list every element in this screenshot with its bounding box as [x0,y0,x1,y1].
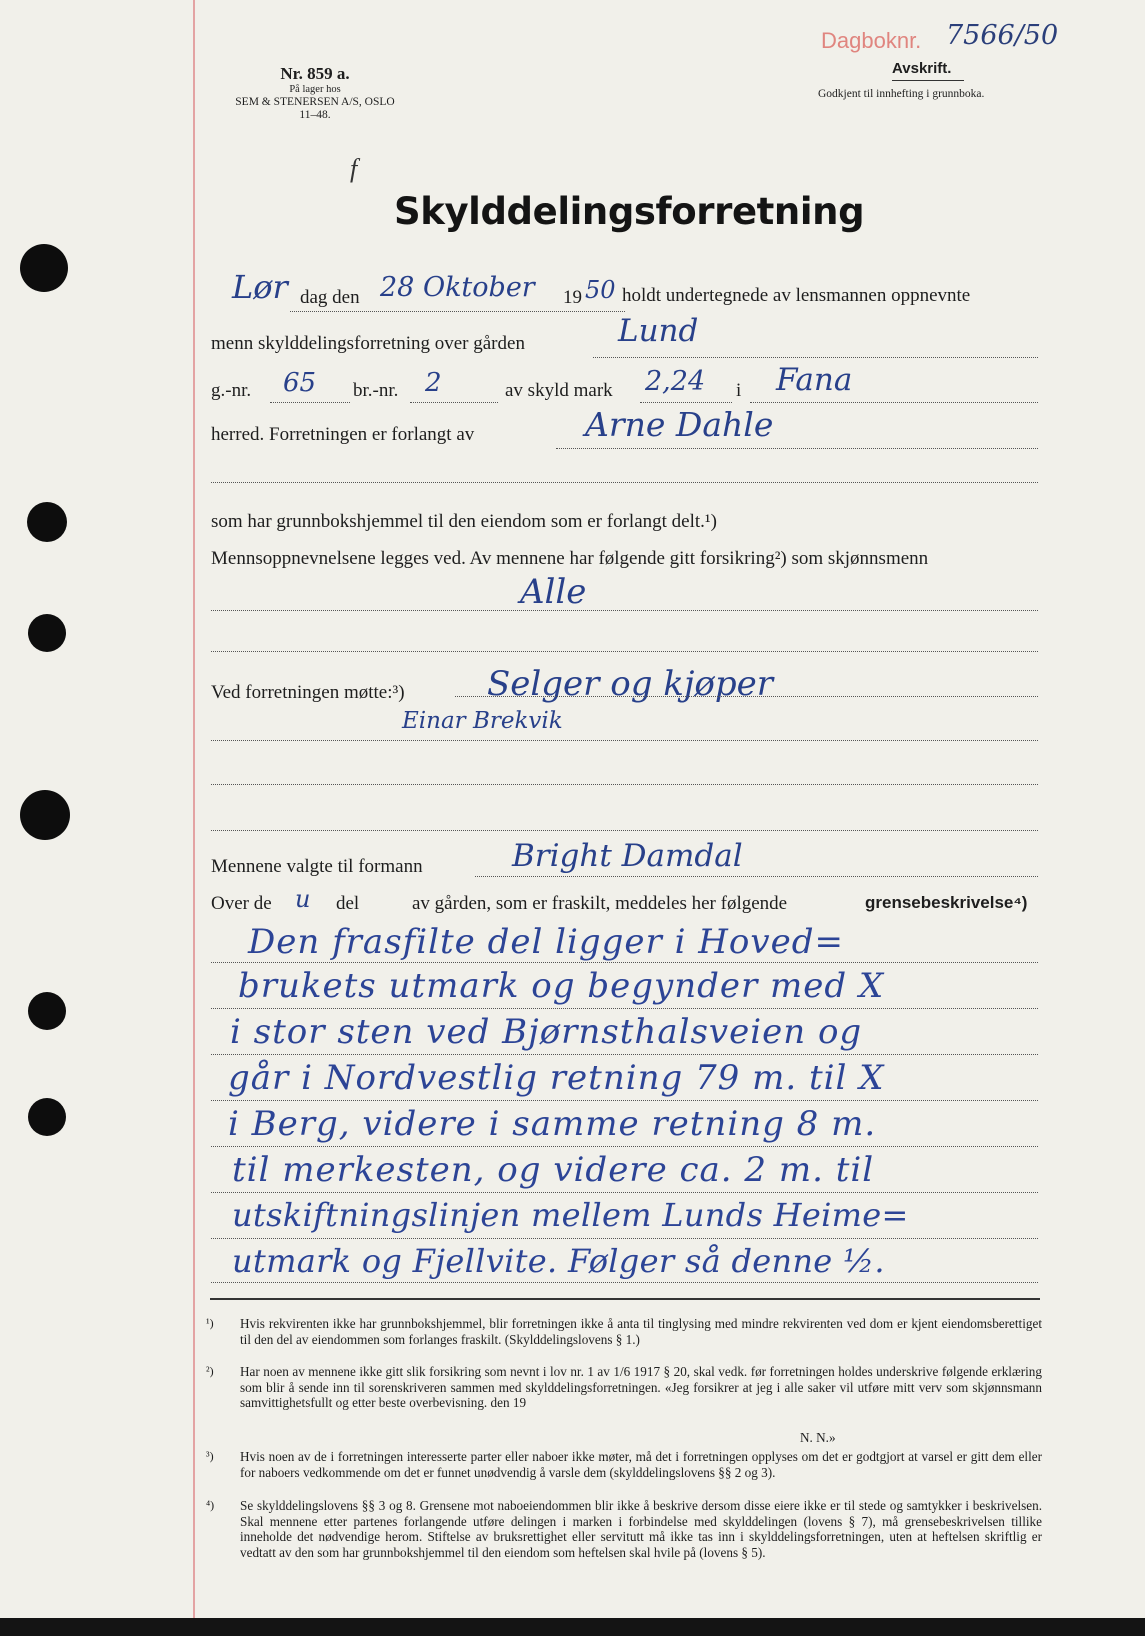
description-line: Den frasfilte del ligger i Hoved= [248,922,844,962]
description-line: i stor sten ved Bjørnsthalsveien og [230,1012,863,1052]
menns-text: Mennsoppnevnelsene legges ved. Av mennene har følgende gitt forsikring²) som skjønnsmenn [211,548,929,569]
mote-label: Ved forretningen møtte:³) [211,682,405,703]
skjonnsmenn-dotted-line [211,610,1038,611]
description-line: i Berg, videre i samme retning 8 m. [228,1104,877,1144]
skyld-dotted-line [640,402,732,403]
farm-field: Lund [618,313,699,349]
gnr-label: g.-nr. [211,380,252,401]
grunnbok-text: som har grunnbokshjemmel til den eiendom som er forlangt delt.¹) [211,511,717,532]
grense-label: grensebeskrivelse⁴) [865,893,1028,912]
skjonnsmenn-field: Alle [520,572,587,612]
punch-hole [28,992,66,1030]
date-field: 28 Oktober [380,272,535,303]
description-line: går i Nordvestlig retning 79 m. til X [228,1058,885,1098]
punch-hole [28,1098,66,1136]
i-label: i [736,380,742,401]
year-field: 50 [585,276,616,304]
page-title: Skylddelingsforretning [394,190,865,233]
blank-dotted-line [211,482,1038,483]
farm-dotted-line [593,357,1038,358]
attended-second-field: Einar Brekvik [402,708,563,734]
description-dotted-line [211,1192,1038,1193]
footnote-rule [210,1298,1040,1300]
footnote-mark: ²) [206,1364,214,1378]
description-line: til merkesten, og videre ca. 2 m. til [232,1150,875,1190]
formann-dotted-line [475,876,1038,877]
scan-edge [0,1618,1145,1636]
description-dotted-line [211,1054,1038,1055]
footnote-mark: ⁴) [206,1498,215,1512]
punch-hole [27,502,67,542]
holdt-text: holdt undertegnede av lensmannen oppnevnte [622,285,971,306]
attended-dotted-line [455,696,1038,697]
footnote-text: Hvis noen av de i forretningen interesserte parter eller naboer ikke møter, må det i forretningen opplyses om det er godtgjort at varsel er gitt dem eller for naboers vedkommende om det er funnet unødvendig å varsle dem (skylddelingslovens §§ 2 og 3). [240,1449,1042,1480]
footnote-2 [206,1364,1042,1411]
bnr-dotted-line [410,402,498,403]
publisher-address: SEM & STENERSEN A/S, OSLO [235,95,395,108]
description-dotted-line [211,1282,1038,1283]
year-prefix: 19 [563,287,582,308]
tick-mark: f [350,154,358,183]
weekday-field: Lør [232,268,288,306]
description-dotted-line [211,1238,1038,1239]
blank-dotted-line [211,830,1038,831]
description-dotted-line [211,1100,1038,1101]
bnr-field: 2 [425,368,442,398]
gard-text: av gården, som er fraskilt, meddeles her følgende [412,893,788,914]
del-fraction-field: u [295,885,311,913]
avskrift-underline [892,80,964,81]
gnr-dotted-line [270,402,350,403]
footnote-text: Hvis rekvirenten ikke har grunnbokshjemmel, blir forretningen ikke å anta til tinglysing med mindre rekvirenten ved dom er kjent eiendomsberettiget til den del av eiendommen som forlanges fraskilt. (Skylddelingslovens § 1.) [240,1316,1042,1347]
bnr-label: br.-nr. [353,380,399,401]
formann-label: Mennene valgte til formann [211,856,423,877]
description-line: utskiftningslinjen mellem Lunds Heime= [232,1196,909,1234]
blank-dotted-line [211,784,1038,785]
publisher-date: 11–48. [299,108,331,121]
herred-label: herred. Forretningen er forlangt av [211,424,475,445]
over-de-label: Over de [211,893,272,914]
dag-den-label: dag den [300,287,360,308]
formann-field: Bright Damdal [512,838,743,874]
blank-dotted-line [211,651,1038,652]
gnr-field: 65 [283,368,317,398]
footnote-signature: N. N.» [800,1430,836,1445]
date-dotted-line [290,311,625,312]
requested-by-field: Arne Dahle [585,405,774,444]
attended-field: Selger og kjøper [487,664,774,704]
punch-hole [20,790,70,840]
municipality-dotted-line [750,402,1038,403]
skyld-field: 2,24 [645,366,706,397]
description-dotted-line [211,1146,1038,1147]
dagbok-label: Dagboknr. [821,28,922,53]
requested-by-dotted-line [556,448,1038,449]
footnote-1 [206,1316,1042,1347]
attended-second-dotted-line [211,740,1038,741]
godkjent-note: Godkjent til innhefting i grunnboka. [818,88,985,100]
avskrift-label: Avskrift. [892,60,952,77]
margin-line [193,0,195,1618]
footnote-4 [206,1498,1042,1560]
description-line: brukets utmark og begynder med X [238,966,885,1006]
footnote-mark: ¹) [206,1316,214,1330]
footnote-text: Se skylddelingslovens §§ 3 og 8. Grensene mot naboeiendommen blir ikke å beskrive dersom disse eiere ikke er til stede og samtykker i beskrivelsen. Skal mennene etter partenes forlangende utføre delingen i marken i forbindelse med skylddelingen (lovens § 7), må grensebeskrivelsen tillike inneholde det nødvendige herom. Stiftelse av bruksrettighet eller servitutt må ikke tas inn i skylddelingsforretningen, uten at heftelsen skriftlig er vedtatt av den som har grunnbokshjemmel til den eiendom som heftelsen skal hvile på (lovens § 5). [240,1498,1042,1560]
municipality-field: Fana [776,362,853,398]
dagbok-number: 7566/50 [946,20,1059,51]
footnote-text: Har noen av mennene ikke gitt slik forsikring som nevnt i lov nr. 1 av 1/6 1917 § 20, skal vedk. før forretningen holdes underskrive følgende erklæring som blir å sende inn til sorenskriveren sammen med skylddelingsforretningen. «Jeg forsikrer at jeg i alle saker vil utføre mitt verv som skjønnsmann samvittighetsfullt og etter beste overbevisning. den 19 [240,1364,1042,1411]
menn-label: menn skylddelingsforretning over gården [211,333,525,354]
footnote-mark: ³) [206,1449,214,1463]
skyld-label: av skyld mark [505,380,613,401]
publisher-line: På lager hos [289,83,341,95]
form-number: Nr. 859 a. [280,64,350,83]
description-line: utmark og Fjellvite. Følger så denne ½. [232,1242,885,1280]
description-dotted-line [211,1008,1038,1009]
description-dotted-line [211,962,1038,963]
punch-hole [20,244,68,292]
del-label: del [336,893,360,914]
publisher-block [225,64,405,122]
punch-hole [28,614,66,652]
footnote-3 [206,1449,1042,1480]
